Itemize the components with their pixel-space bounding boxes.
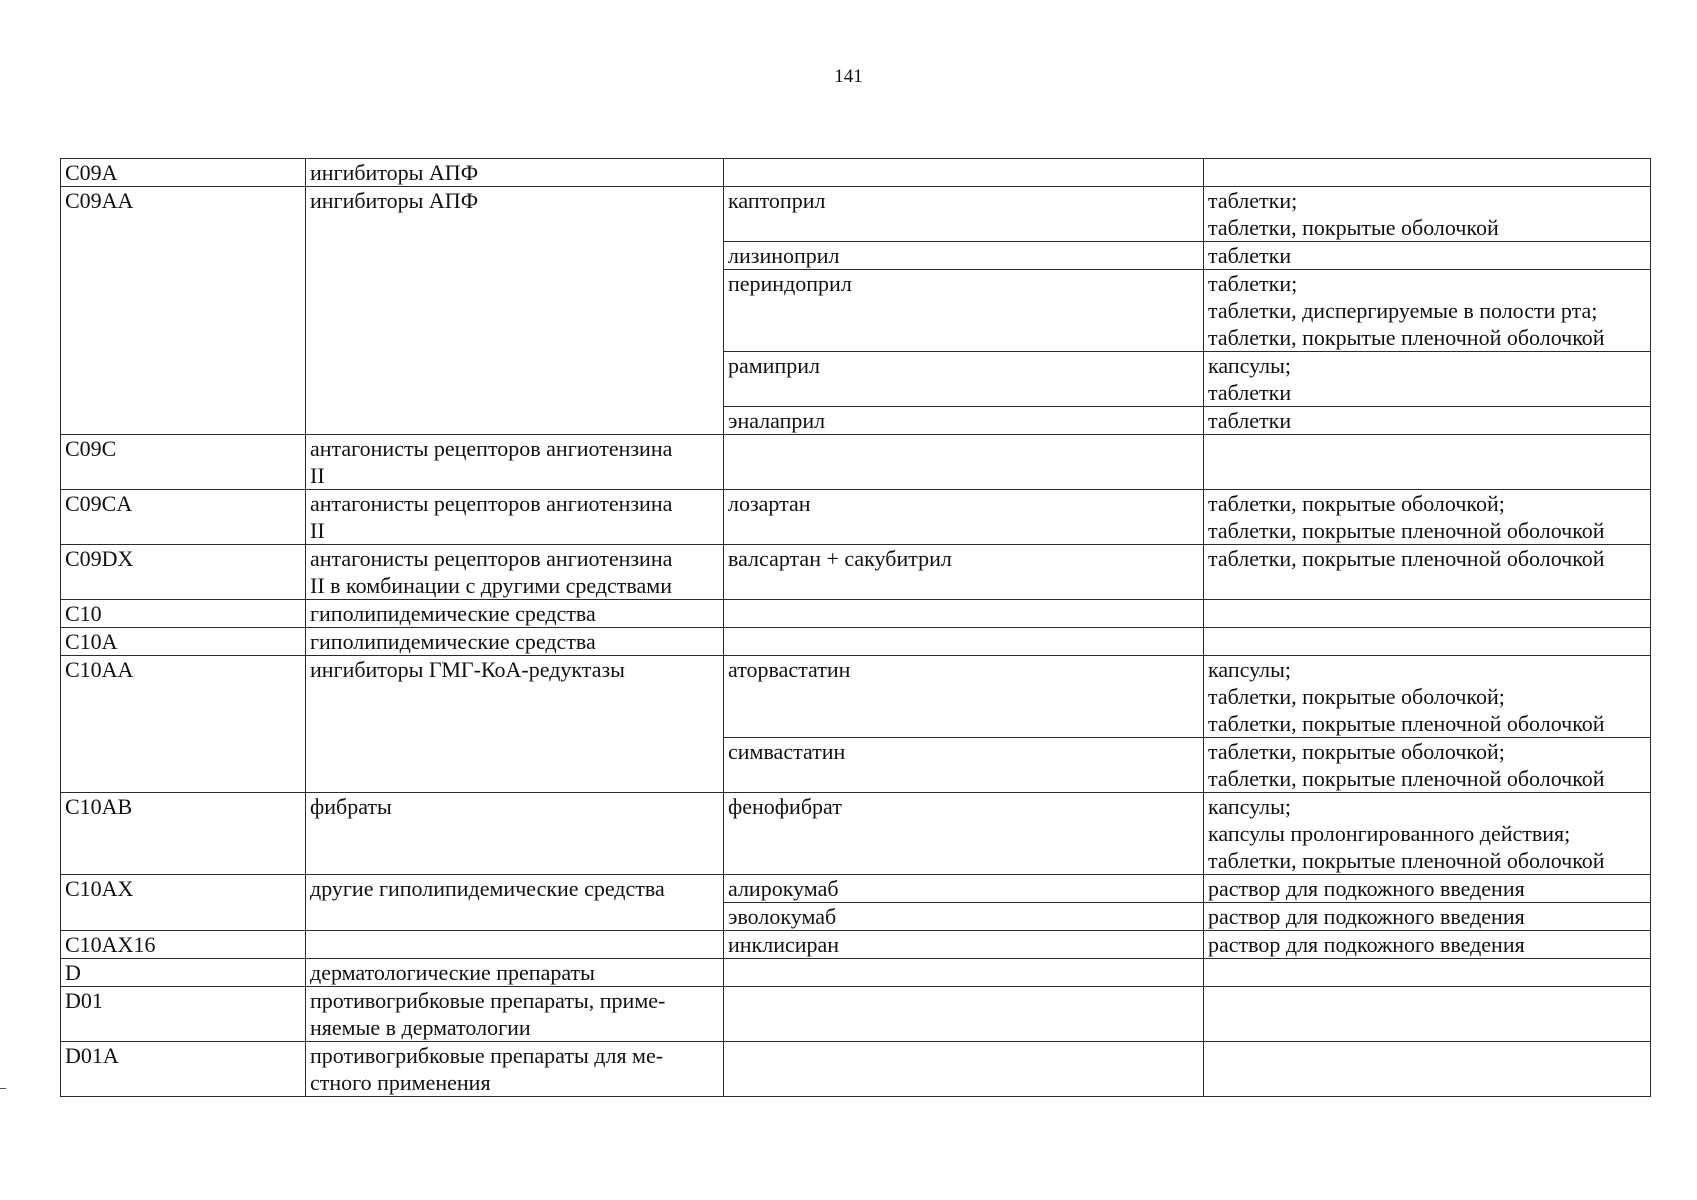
- atc-code-cell: C09AA: [61, 187, 306, 435]
- drug-name-cell: лизиноприл: [724, 242, 1204, 270]
- dosage-form-cell: [1204, 628, 1651, 656]
- anatomical-therapeutic-group-cell: противогрибковые препараты для ме- стного применения: [306, 1042, 724, 1097]
- anatomical-therapeutic-group-cell: гиполипидемические средства: [306, 628, 724, 656]
- dosage-form-cell: таблетки: [1204, 242, 1651, 270]
- table-body: [61, 159, 1651, 1097]
- atc-code-cell: C10AA: [61, 656, 306, 793]
- atc-code-cell: C09CA: [61, 490, 306, 545]
- drug-name-cell: [724, 600, 1204, 628]
- anatomical-therapeutic-group-cell: антагонисты рецепторов ангиотензина II: [306, 435, 724, 490]
- drug-name-cell: [724, 959, 1204, 987]
- dosage-form-cell: [1204, 959, 1651, 987]
- drug-name-cell: аторвастатин: [724, 656, 1204, 738]
- atc-code-cell: C09A: [61, 159, 306, 187]
- drug-name-cell: инклисиран: [724, 931, 1204, 959]
- drug-name-cell: [724, 435, 1204, 490]
- drug-name-cell: алирокумаб: [724, 875, 1204, 903]
- dosage-form-cell: таблетки, покрытые оболочкой; таблетки, покрытые пленочной оболочкой: [1204, 490, 1651, 545]
- atc-code-cell: C10AB: [61, 793, 306, 875]
- atc-code-cell: C10A: [61, 628, 306, 656]
- drug-name-cell: симвастатин: [724, 738, 1204, 793]
- dosage-form-cell: [1204, 435, 1651, 490]
- table-row: [61, 931, 1651, 959]
- table-row: [61, 875, 1651, 903]
- dosage-form-cell: таблетки; таблетки, покрытые оболочкой: [1204, 187, 1651, 242]
- anatomical-therapeutic-group-cell: антагонисты рецепторов ангиотензина II: [306, 490, 724, 545]
- table-row: [61, 959, 1651, 987]
- table-row: [61, 159, 1651, 187]
- anatomical-therapeutic-group-cell: дерматологические препараты: [306, 959, 724, 987]
- anatomical-therapeutic-group-cell: другие гиполипидемические средства: [306, 875, 724, 931]
- drug-name-cell: [724, 1042, 1204, 1097]
- margin-mark: [0, 1088, 6, 1089]
- table-row: [61, 490, 1651, 545]
- dosage-form-cell: таблетки: [1204, 407, 1651, 435]
- atc-code-cell: C09DX: [61, 545, 306, 600]
- table-row: [61, 187, 1651, 242]
- drug-name-cell: рамиприл: [724, 352, 1204, 407]
- drug-name-cell: [724, 628, 1204, 656]
- drug-name-cell: периндоприл: [724, 270, 1204, 352]
- drug-name-cell: эволокумаб: [724, 903, 1204, 931]
- atc-code-cell: C10AX: [61, 875, 306, 931]
- drug-name-cell: [724, 987, 1204, 1042]
- anatomical-therapeutic-group-cell: ингибиторы ГМГ-КоА-редуктазы: [306, 656, 724, 793]
- dosage-form-cell: таблетки, покрытые оболочкой; таблетки, покрытые пленочной оболочкой: [1204, 738, 1651, 793]
- table-row: [61, 1042, 1651, 1097]
- dosage-form-cell: таблетки, покрытые пленочной оболочкой: [1204, 545, 1651, 600]
- atc-drug-table: [60, 158, 1651, 1097]
- atc-code-cell: D01A: [61, 1042, 306, 1097]
- dosage-form-cell: таблетки; таблетки, диспергируемые в полости рта; таблетки, покрытые пленочной оболочкой: [1204, 270, 1651, 352]
- anatomical-therapeutic-group-cell: ингибиторы АПФ: [306, 159, 724, 187]
- drug-name-cell: [724, 159, 1204, 187]
- table-row: [61, 545, 1651, 600]
- atc-code-cell: C10: [61, 600, 306, 628]
- page-number: 141: [834, 66, 863, 87]
- anatomical-therapeutic-group-cell: фибраты: [306, 793, 724, 875]
- dosage-form-cell: [1204, 600, 1651, 628]
- table-row: [61, 628, 1651, 656]
- dosage-form-cell: капсулы; таблетки, покрытые оболочкой; таблетки, покрытые пленочной оболочкой: [1204, 656, 1651, 738]
- anatomical-therapeutic-group-cell: антагонисты рецепторов ангиотензина II в комбинации с другими средствами: [306, 545, 724, 600]
- table-row: [61, 656, 1651, 738]
- drug-name-cell: лозартан: [724, 490, 1204, 545]
- drug-name-cell: фенофибрат: [724, 793, 1204, 875]
- anatomical-therapeutic-group-cell: [306, 931, 724, 959]
- drug-name-cell: каптоприл: [724, 187, 1204, 242]
- dosage-form-cell: капсулы; таблетки: [1204, 352, 1651, 407]
- anatomical-therapeutic-group-cell: гиполипидемические средства: [306, 600, 724, 628]
- drug-name-cell: валсартан + сакубитрил: [724, 545, 1204, 600]
- dosage-form-cell: раствор для подкожного введения: [1204, 931, 1651, 959]
- dosage-form-cell: [1204, 987, 1651, 1042]
- dosage-form-cell: капсулы; капсулы пролонгированного действия; таблетки, покрытые пленочной оболочкой: [1204, 793, 1651, 875]
- dosage-form-cell: [1204, 159, 1651, 187]
- anatomical-therapeutic-group-cell: ингибиторы АПФ: [306, 187, 724, 435]
- dosage-form-cell: раствор для подкожного введения: [1204, 903, 1651, 931]
- atc-code-cell: D: [61, 959, 306, 987]
- table-row: [61, 793, 1651, 875]
- anatomical-therapeutic-group-cell: противогрибковые препараты, приме- няемые в дерматологии: [306, 987, 724, 1042]
- atc-code-cell: D01: [61, 987, 306, 1042]
- dosage-form-cell: [1204, 1042, 1651, 1097]
- dosage-form-cell: раствор для подкожного введения: [1204, 875, 1651, 903]
- drug-name-cell: эналаприл: [724, 407, 1204, 435]
- atc-code-cell: C09C: [61, 435, 306, 490]
- table-row: [61, 435, 1651, 490]
- table-row: [61, 987, 1651, 1042]
- table-row: [61, 600, 1651, 628]
- atc-code-cell: C10AX16: [61, 931, 306, 959]
